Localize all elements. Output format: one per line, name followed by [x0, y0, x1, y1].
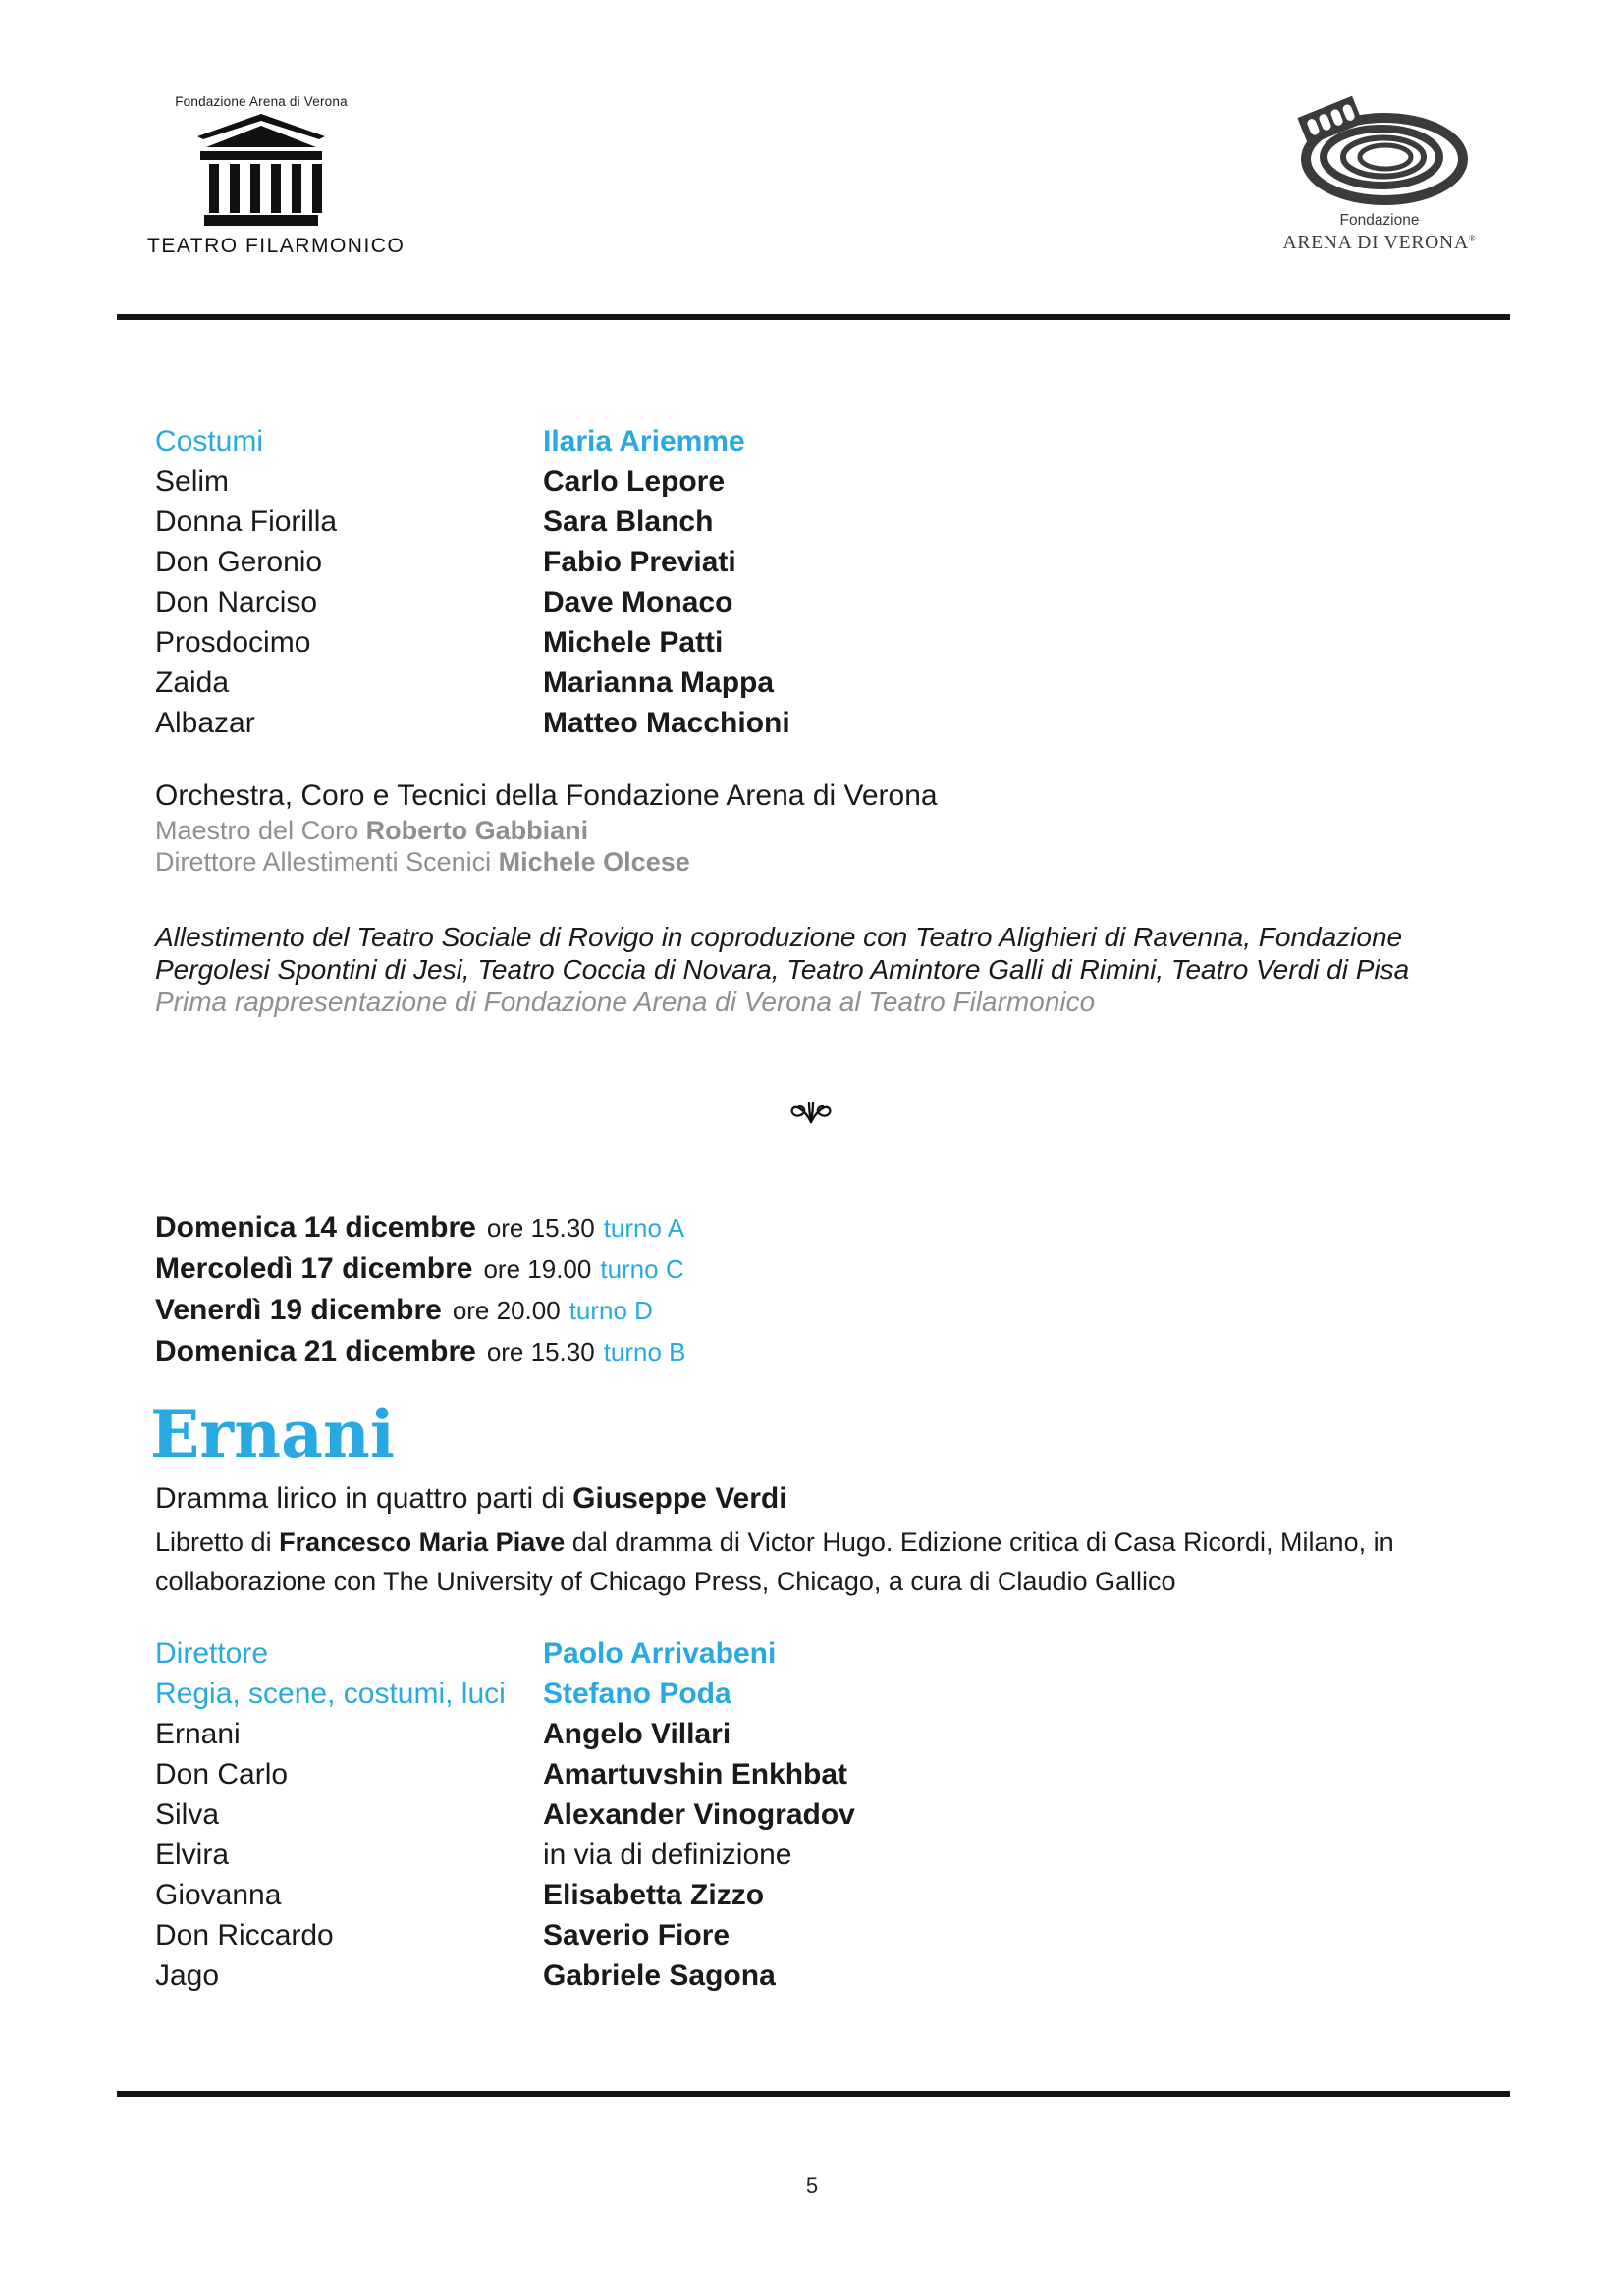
credit-name: Roberto Gabbiani	[365, 816, 589, 845]
cast-row	[155, 1955, 855, 1996]
cast-row	[155, 421, 790, 461]
performance-turno: turno A	[603, 1213, 685, 1243]
role-label: Don Narciso	[155, 586, 318, 618]
performer-name: Carlo Lepore	[543, 465, 726, 498]
cast-row	[155, 461, 790, 502]
chorus-master-credit	[155, 815, 938, 846]
cast-row	[155, 1875, 855, 1915]
performance-date: Venerdì 19 dicembre	[155, 1294, 442, 1326]
composer-name: Giuseppe Verdi	[572, 1482, 787, 1515]
teatro-filarmonico-logo-caption-bottom: TEATRO FILARMONICO	[147, 235, 406, 257]
cast-row	[155, 502, 790, 542]
performance-date: Domenica 14 dicembre	[155, 1211, 476, 1244]
performance-row	[155, 1207, 686, 1249]
cast-row	[155, 1754, 855, 1794]
performer-name: Paolo Arrivabeni	[543, 1637, 777, 1670]
performance-date: Mercoledì 17 dicembre	[155, 1253, 473, 1285]
scenery-director-credit	[155, 846, 938, 878]
arena-logo-caption-top: Fondazione	[1339, 212, 1420, 229]
role-label: Don Riccardo	[155, 1919, 334, 1951]
performance-row	[155, 1249, 686, 1290]
performer-name: Saverio Fiore	[543, 1919, 731, 1951]
role-label: Costumi	[155, 425, 264, 457]
performance-row	[155, 1331, 686, 1372]
cast-row	[155, 542, 790, 582]
performer-name: Ilaria Ariemme	[543, 425, 745, 457]
arena-logo-caption-bottom	[1272, 233, 1487, 254]
performer-name: Michele Patti	[543, 626, 724, 659]
cast-list-ernani	[155, 1633, 855, 1996]
performance-time: ore 19.00	[483, 1255, 592, 1284]
performance-turno: turno B	[603, 1337, 686, 1366]
fleuron-ornament-icon	[786, 1097, 836, 1127]
page-number: 5	[805, 2173, 819, 2198]
performer-name: Dave Monaco	[543, 586, 733, 618]
role-label: Elvira	[155, 1839, 230, 1871]
cast-row	[155, 1674, 855, 1714]
performer-name: Angelo Villari	[543, 1718, 731, 1750]
role-label: Prosdocimo	[155, 626, 311, 659]
role-label: Selim	[155, 465, 230, 498]
ensemble-title: Orchestra, Coro e Tecnici della Fondazione Arena di Verona	[155, 779, 938, 812]
performer-name: Marianna Mappa	[543, 667, 775, 699]
credit-role: Direttore Allestimenti Scenici	[155, 847, 499, 877]
performer-name: Fabio Previati	[543, 546, 736, 578]
performer-name: Gabriele Sagona	[543, 1959, 776, 1992]
role-label: Silva	[155, 1798, 220, 1831]
credit-name: Michele Olcese	[498, 847, 690, 877]
coproduction-note: Allestimento del Teatro Sociale di Rovigo in coproduzione con Teatro Alighieri di Ravenna, Fondazione Pergolesi Spontini di Jesi, Teatro Coccia di Novara, Teatro Amintore Galli di Rimini, Teatro Verdi di Pisa	[155, 922, 1410, 985]
performer-name: Amartuvshin Enkhbat	[543, 1758, 848, 1790]
cast-row	[155, 1633, 855, 1674]
role-label: Don Geronio	[155, 546, 323, 578]
arena-di-verona-logo	[1272, 94, 1487, 254]
performance-turno: turno D	[568, 1296, 653, 1325]
role-label: Albazar	[155, 707, 255, 739]
opera-genre-line	[155, 1480, 787, 1518]
cast-row	[155, 1835, 855, 1875]
role-label: Zaida	[155, 667, 230, 699]
cast-row	[155, 1915, 855, 1955]
cast-row	[155, 1794, 855, 1835]
role-label: Ernani	[155, 1718, 241, 1750]
libretto-prefix: Libretto di	[155, 1527, 280, 1557]
performer-name: Alexander Vinogradov	[543, 1798, 855, 1831]
registered-trademark-symbol: ®	[1468, 233, 1477, 243]
divider-bottom	[117, 2091, 1510, 2097]
role-label: Don Carlo	[155, 1758, 289, 1790]
arena-amphitheatre-icon	[1272, 94, 1487, 210]
role-label: Regia, scene, costumi, luci	[155, 1678, 506, 1710]
performer-name: Stefano Poda	[543, 1678, 731, 1710]
performance-time: ore 15.30	[486, 1337, 595, 1366]
teatro-filarmonico-logo-caption-top: Fondazione Arena di Verona	[175, 94, 348, 109]
performance-date: Domenica 21 dicembre	[155, 1335, 476, 1367]
role-label: Jago	[155, 1959, 220, 1992]
opera-title: Ernani	[150, 1396, 395, 1472]
librettist-name: Francesco Maria Piave	[279, 1527, 566, 1557]
performer-name: in via di definizione	[543, 1839, 792, 1871]
production-notes	[155, 921, 1522, 1018]
performer-name: Elisabetta Zizzo	[543, 1879, 765, 1911]
cast-row	[155, 1714, 855, 1754]
performance-time: ore 20.00	[452, 1296, 561, 1325]
performance-dates	[155, 1207, 686, 1372]
performance-turno: turno C	[600, 1255, 684, 1284]
temple-icon	[147, 114, 375, 226]
performer-name: Matteo Macchioni	[543, 707, 790, 739]
cast-row	[155, 582, 790, 622]
performer-name: Sara Blanch	[543, 506, 714, 538]
cast-row	[155, 622, 790, 663]
role-label: Donna Fiorilla	[155, 506, 338, 538]
cast-row	[155, 703, 790, 743]
role-label: Direttore	[155, 1637, 269, 1670]
role-label: Giovanna	[155, 1879, 282, 1911]
credit-role: Maestro del Coro	[155, 816, 366, 845]
performance-time: ore 15.30	[486, 1213, 595, 1243]
opera-libretto-line	[155, 1522, 1522, 1601]
arena-logo-wordmark: ARENA DI VERONA	[1282, 233, 1469, 253]
genre-text: Dramma lirico in quattro parti di	[155, 1482, 573, 1515]
ensemble-credits	[155, 777, 938, 878]
cast-list-turco	[155, 421, 790, 743]
libretto-details: dal dramma di Victor Hugo. Edizione critica di Casa Ricordi, Milano, in collaborazione con The University of Chicago Press, Chicago, a cura di Claudio Gallico	[155, 1527, 1394, 1596]
divider-top	[117, 314, 1510, 320]
teatro-filarmonico-logo	[147, 94, 406, 258]
performance-row	[155, 1290, 686, 1331]
cast-row	[155, 663, 790, 703]
premiere-note: Prima rappresentazione di Fondazione Arena di Verona al Teatro Filarmonico	[155, 987, 1096, 1017]
